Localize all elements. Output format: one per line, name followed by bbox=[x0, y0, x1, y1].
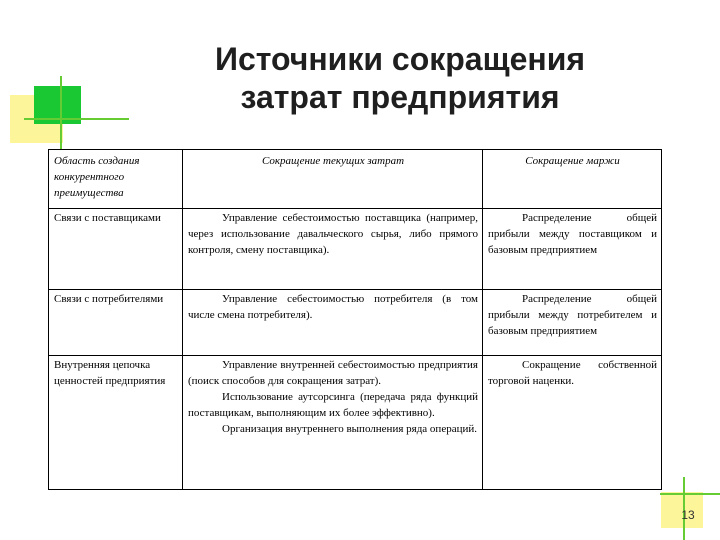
cost-paragraph: Организация внутреннего выполнения ряда операций. bbox=[222, 423, 477, 435]
cell-area: Внутренняя цепочка ценностей предприятия bbox=[49, 356, 183, 490]
cell-margin bbox=[483, 290, 662, 356]
cell-cost bbox=[183, 356, 483, 490]
cell-area: Связи с потребителями bbox=[49, 290, 183, 356]
table-row bbox=[49, 356, 662, 490]
margin-paragraph: Распределение общей прибыли между поставщиком и базовым предприятием bbox=[488, 212, 657, 256]
cost-paragraph: Управление внутренней себестоимостью предприятия (поиск способов для сокращения затрат). bbox=[188, 359, 478, 387]
page-title bbox=[150, 40, 650, 116]
cell-area: Связи с поставщиками bbox=[49, 209, 183, 290]
deco-horizontal-line bbox=[24, 118, 129, 120]
cost-paragraph: Управление себестоимостью поставщика (например, через использование давальческого сырья, либо прямого контроля, смену поставщика). bbox=[188, 212, 478, 256]
header-cost: Сокращение текущих затрат bbox=[183, 150, 483, 209]
title-line-1: Источники сокращения bbox=[214, 41, 586, 77]
cost-paragraph: Использование аутсорсинга (передача ряда функций поставщикам, выполняющим их более эффективно). bbox=[188, 391, 478, 419]
deco-horizontal-line-bottom bbox=[660, 493, 720, 495]
deco-vertical-line bbox=[60, 76, 62, 150]
cell-cost bbox=[183, 290, 483, 356]
page-number: 13 bbox=[681, 508, 695, 522]
title-line-2: затрат предприятия bbox=[240, 79, 560, 115]
table-row bbox=[49, 209, 662, 290]
header-area: Область создания конкурентного преимущества bbox=[49, 150, 183, 209]
cost-paragraph: Управление себестоимостью потребителя (в том числе смена потребителя). bbox=[188, 293, 478, 321]
header-margin: Сокращение маржи bbox=[483, 150, 662, 209]
cell-margin bbox=[483, 209, 662, 290]
margin-paragraph: Сокращение собственной торговой наценки. bbox=[488, 359, 657, 387]
table-header-row bbox=[49, 150, 662, 209]
cell-margin bbox=[483, 356, 662, 490]
table-row bbox=[49, 290, 662, 356]
margin-paragraph: Распределение общей прибыли между потребителем и базовым предприятием bbox=[488, 293, 657, 337]
cell-cost bbox=[183, 209, 483, 290]
sources-table bbox=[48, 149, 662, 490]
